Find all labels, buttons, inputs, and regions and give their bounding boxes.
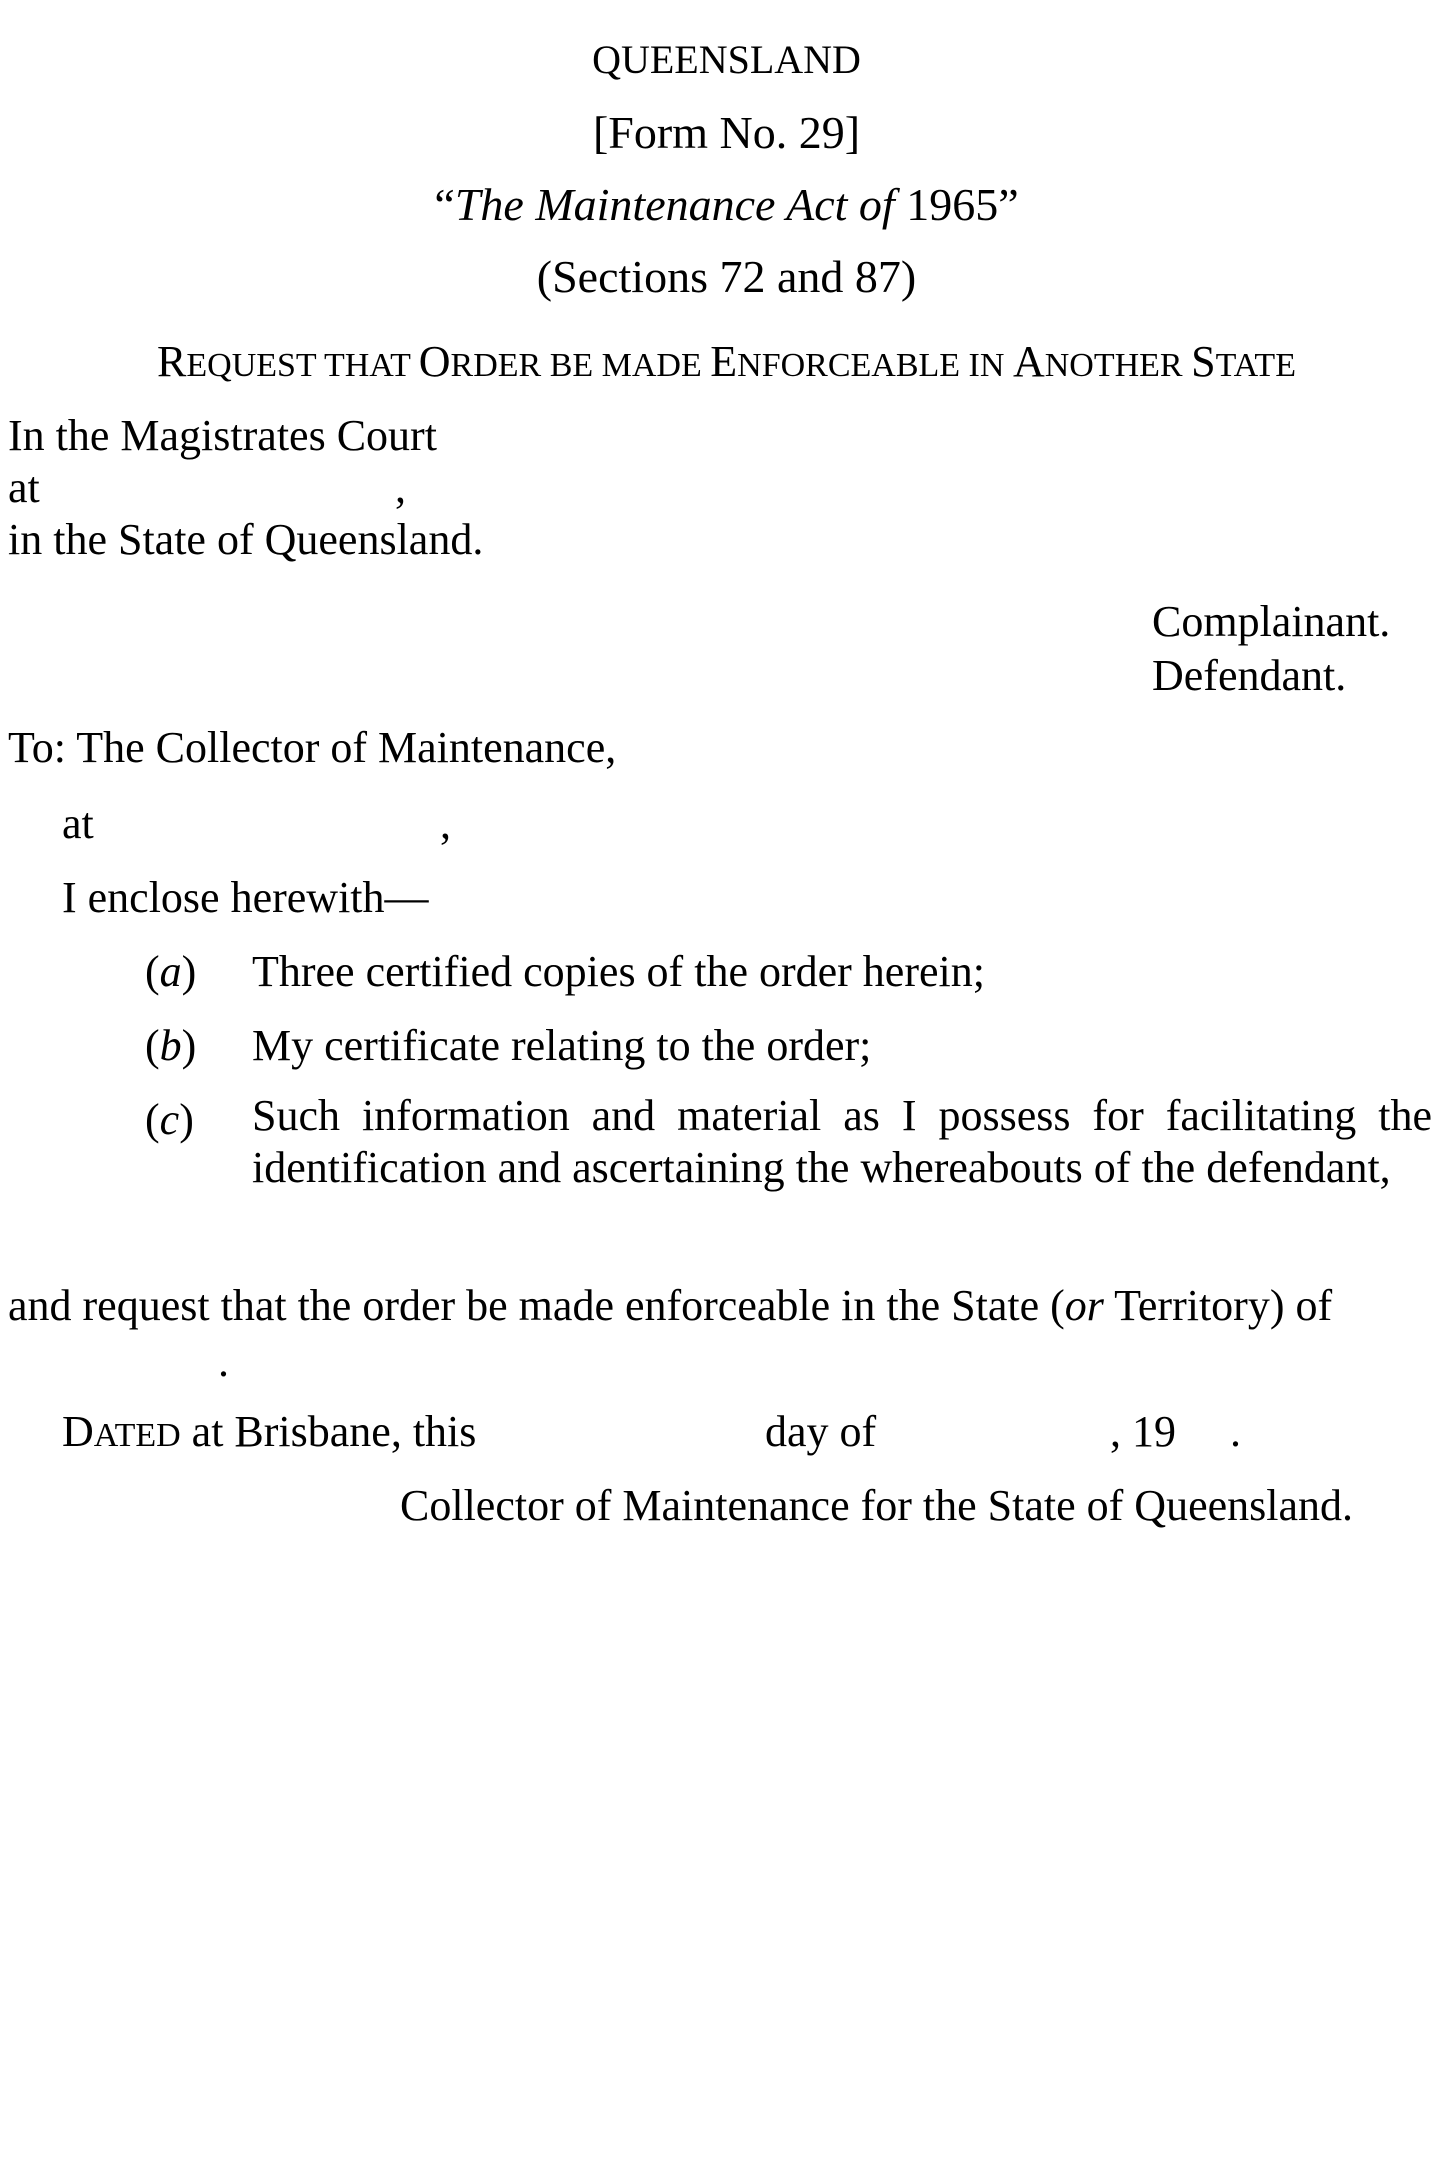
signatory-title: Collector of Maintenance for the State of Queensland. bbox=[400, 1481, 1354, 1530]
act-title bbox=[0, 179, 1453, 230]
dated-rest: ATED bbox=[93, 1417, 181, 1454]
title-part: O bbox=[418, 337, 451, 386]
form-title bbox=[0, 337, 1453, 386]
act-open-quote: “ bbox=[434, 179, 455, 230]
dated-line bbox=[62, 1407, 477, 1456]
addressee-at-comma: , bbox=[440, 799, 451, 848]
enclose-intro: I enclose herewith— bbox=[62, 873, 429, 922]
title-part: EQUEST THAT bbox=[186, 347, 419, 384]
request-or: or bbox=[1064, 1281, 1104, 1330]
addressee-at-label: at bbox=[62, 799, 94, 848]
state-heading: QUEENSLAND bbox=[592, 37, 861, 82]
request-text-end: Territory) of bbox=[1103, 1281, 1333, 1330]
dated-period: . bbox=[1230, 1407, 1241, 1456]
request-line bbox=[8, 1281, 1333, 1330]
title-part: NOTHER bbox=[1044, 347, 1192, 384]
title-part: R bbox=[157, 337, 187, 386]
complainant-label: Complainant. bbox=[1152, 597, 1391, 646]
item-b-label: (b) bbox=[145, 1021, 197, 1070]
item-c-label: (c) bbox=[145, 1095, 194, 1144]
title-part: E bbox=[710, 337, 738, 386]
year-label: , 19 bbox=[1110, 1407, 1176, 1456]
dated-place: at Brisbane, this bbox=[180, 1407, 477, 1456]
item-a-letter: a bbox=[159, 947, 182, 996]
title-part: TATE bbox=[1215, 347, 1296, 384]
item-a-label: (a) bbox=[145, 947, 197, 996]
title-part: S bbox=[1191, 337, 1216, 386]
defendant-label: Defendant. bbox=[1152, 651, 1347, 700]
act-year: 1965 bbox=[894, 179, 999, 230]
title-part: A bbox=[1012, 337, 1045, 386]
act-title-italic: The Maintenance Act of bbox=[454, 179, 895, 230]
item-b-letter: b bbox=[159, 1021, 182, 1070]
court-name: In the Magistrates Court bbox=[8, 411, 437, 460]
court-at-comma: , bbox=[395, 463, 406, 512]
addressee-line: To: The Collector of Maintenance, bbox=[8, 723, 617, 772]
item-c-text: Such information and material as I possess for facilitating the identification and ascertaining the whereabouts of the defendant, bbox=[252, 1091, 1432, 1192]
item-c-letter: c bbox=[159, 1095, 180, 1144]
day-of-label: day of bbox=[765, 1407, 877, 1456]
title-part: NFORCEABLE IN bbox=[737, 347, 1013, 384]
item-b-text: My certificate relating to the order; bbox=[252, 1021, 872, 1070]
court-state: in the State of Queensland. bbox=[8, 515, 484, 564]
item-a-text: Three certified copies of the order herein; bbox=[252, 947, 985, 996]
request-text-start: and request that the order be made enforceable in the State ( bbox=[8, 1281, 1065, 1330]
request-period: . bbox=[218, 1337, 229, 1386]
sections-reference: (Sections 72 and 87) bbox=[536, 251, 917, 302]
act-close-quote: ” bbox=[998, 179, 1019, 230]
form-number: [Form No. 29] bbox=[592, 107, 861, 158]
court-at-label: at bbox=[8, 463, 40, 512]
title-part: RDER BE MADE bbox=[450, 347, 711, 384]
dated-initial: D bbox=[62, 1407, 94, 1456]
